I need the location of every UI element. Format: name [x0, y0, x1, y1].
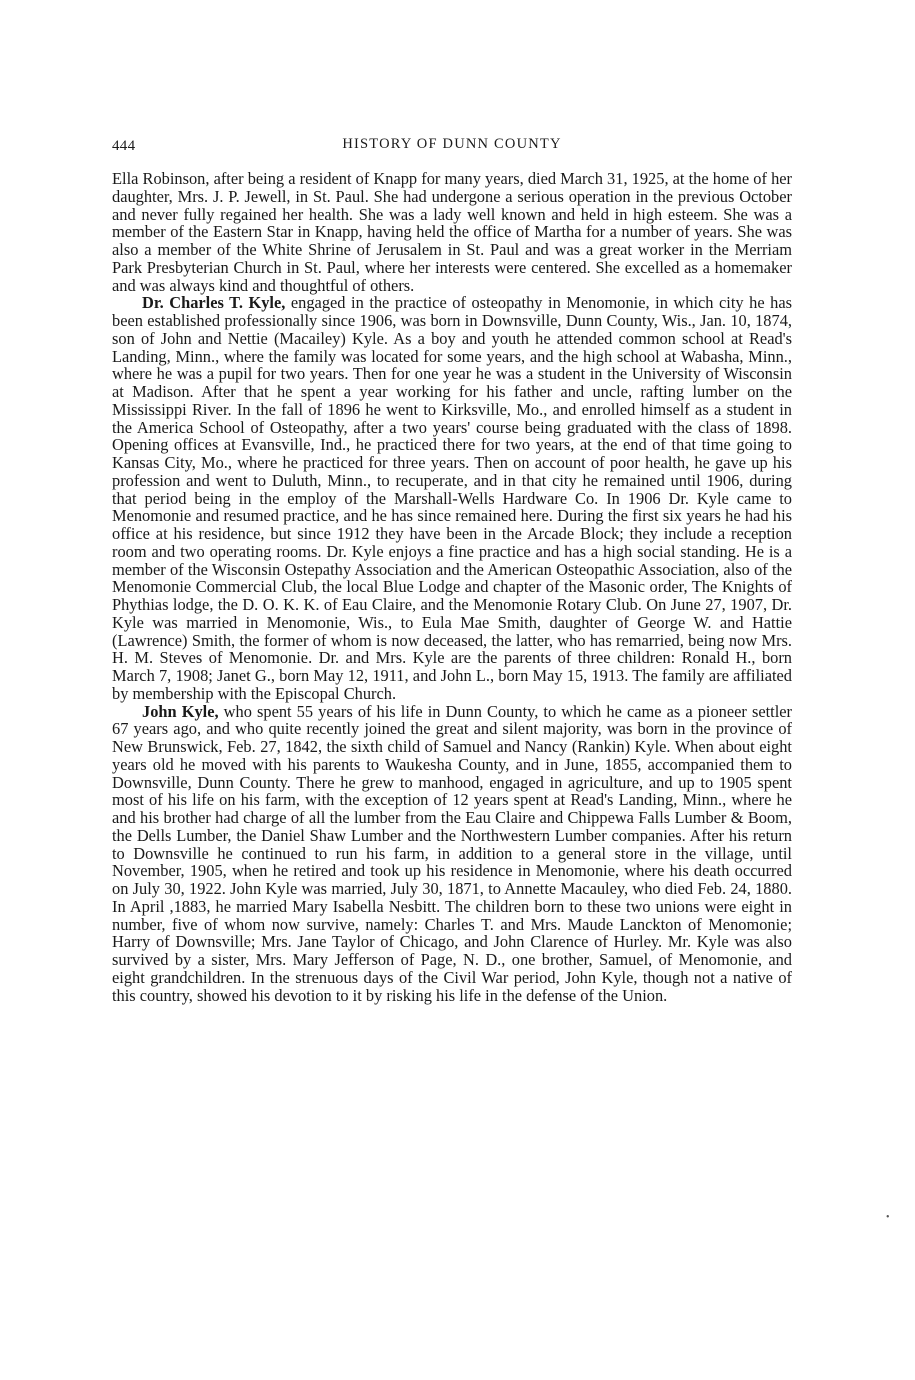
- page-number: 444: [112, 138, 136, 154]
- biography-name: John Kyle,: [142, 701, 219, 721]
- paragraph-ella-robinson: [112, 170, 792, 294]
- biography-name: Dr. Charles T. Kyle,: [142, 293, 286, 313]
- scan-speck: •: [886, 1212, 890, 1223]
- paragraph-charles-kyle: [112, 294, 792, 702]
- page-header: [112, 136, 792, 160]
- paragraph-text: who spent 55 years of his life in Dunn County, to which he came as a pioneer settler 67 years ago, and who quite recently joined the great and silent majority, was born in the province of New Brunswick, Feb. 27, 1842, the sixth child of Samuel and Nancy (Rankin) Kyle. When about eight years old he moved with his parents to Waukesha County, and in June, 1855, accompanied them to Downsville, Dunn County. There he grew to manhood, engaged in agriculture, and up to 1905 spent most of his life on his farm, with the exception of 12 years spent at Read's Landing, Minn., where he and his brother had charge of all the lumber from the Eau Claire and Chippewa Falls Lumber & Boom, the Dells Lumber, the Daniel Shaw Lumber and the Northwestern Lumber companies. After his return to Downsville he continued to run his farm, in addition to a general store in the village, until November, 1905, when he retired and took up his residence in Menomonie, where his death occurred on July 30, 1922. John Kyle was married, July 30, 1871, to Annette Macauley, who died Feb. 24, 1880. In April ,1883, he married Mary Isabella Nesbitt. The children born to these two unions were eight in number, five of whom now survive, namely: Charles T. and Mrs. Maude Lanckton of Menomonie; Harry of Downsville; Mrs. Jane Taylor of Chicago, and John Clarence of Hurley. Mr. Kyle was also survived by a sister, Mrs. Mary Jefferson of Page, N. D., one brother, Samuel, of Menomonie, and eight grandchildren. In the strenuous days of the Civil War period, John Kyle, though not a native of this country, showed his devotion to it by risking his life in the defense of the Union.: [112, 701, 793, 1005]
- paragraph-text: Ella Robinson, after being a resident of Knapp for many years, died March 31, 1925, at the home of her daughter, Mrs. J. P. Jewell, in St. Paul. She had undergone a serious operation in the previous October and never fully regained her health. She was a lady well known and held in high esteem. She was a member of the Eastern Star in Knapp, having held the office of Martha for a number of years. She was also a member of the White Shrine of Jerusalem in St. Paul and was a great worker in the Merriam Park Presbyterian Church in St. Paul, where her interests were centered. She excelled as a homemaker and was always kind and thoughtful of others.: [112, 169, 792, 295]
- paragraph-text: engaged in the practice of osteopathy in Menomonie, in which city he has been established professionally since 1906, was born in Downsville, Dunn County, Wis., Jan. 10, 1874, son of John and Nettie (Macailey) Kyle. As a boy and youth he attended common school at Read's Landing, Minn., where the family was located for some years, and the high school at Wabasha, Minn., where he was a pupil for two years. Then for one year he was a student in the University of Wisconsin at Madison. After that he spent a year working for his father and uncle, rafting lumber on the Mississippi River. In the fall of 1896 he went to Kirksville, Mo., and enrolled himself as a student in the America School of Osteopathy, after a two years' course being graduated with the class of 1898. Opening offices at Evansville, Ind., he practiced there for two years, at the end of that time going to Kansas City, Mo., where he practiced for three years. Then on account of poor health, he gave up his profession and went to Duluth, Minn., to recuperate, and in that city he remained until 1906, during that period being in the employ of the Marshall-Wells Hardware Co. In 1906 Dr. Kyle came to Menomonie and resumed practice, and he has since remained here. During the first six years he had his office at his residence, but since 1912 they have been in the Arcade Block; they include a reception room and two operating rooms. Dr. Kyle enjoys a fine practice and has a high social standing. He is a member of the Wisconsin Ostepathy Association and the American Osteopathic Association, also of the Menomonie Commercial Club, the local Blue Lodge and chapter of the Masonic order, The Knights of Phythias lodge, the D. O. K. K. of Eau Claire, and the Menomonie Rotary Club. On June 27, 1907, Dr. Kyle was married in Menomonie, Wis., to Eula Mae Smith, daughter of George W. and Hattie (Lawrence) Smith, the former of whom is now deceased, the latter, who has remarried, being now Mrs. H. M. Steves of Menomonie. Dr. and Mrs. Kyle are the parents of three children: Ronald H., born March 7, 1908; Janet G., born May 12, 1911, and John L., born May 15, 1913. The family are affiliated by membership with the Episcopal Church.: [112, 293, 793, 703]
- body-text: [112, 170, 792, 1004]
- running-head: HISTORY OF DUNN COUNTY: [342, 136, 562, 152]
- paragraph-john-kyle: [112, 703, 792, 1005]
